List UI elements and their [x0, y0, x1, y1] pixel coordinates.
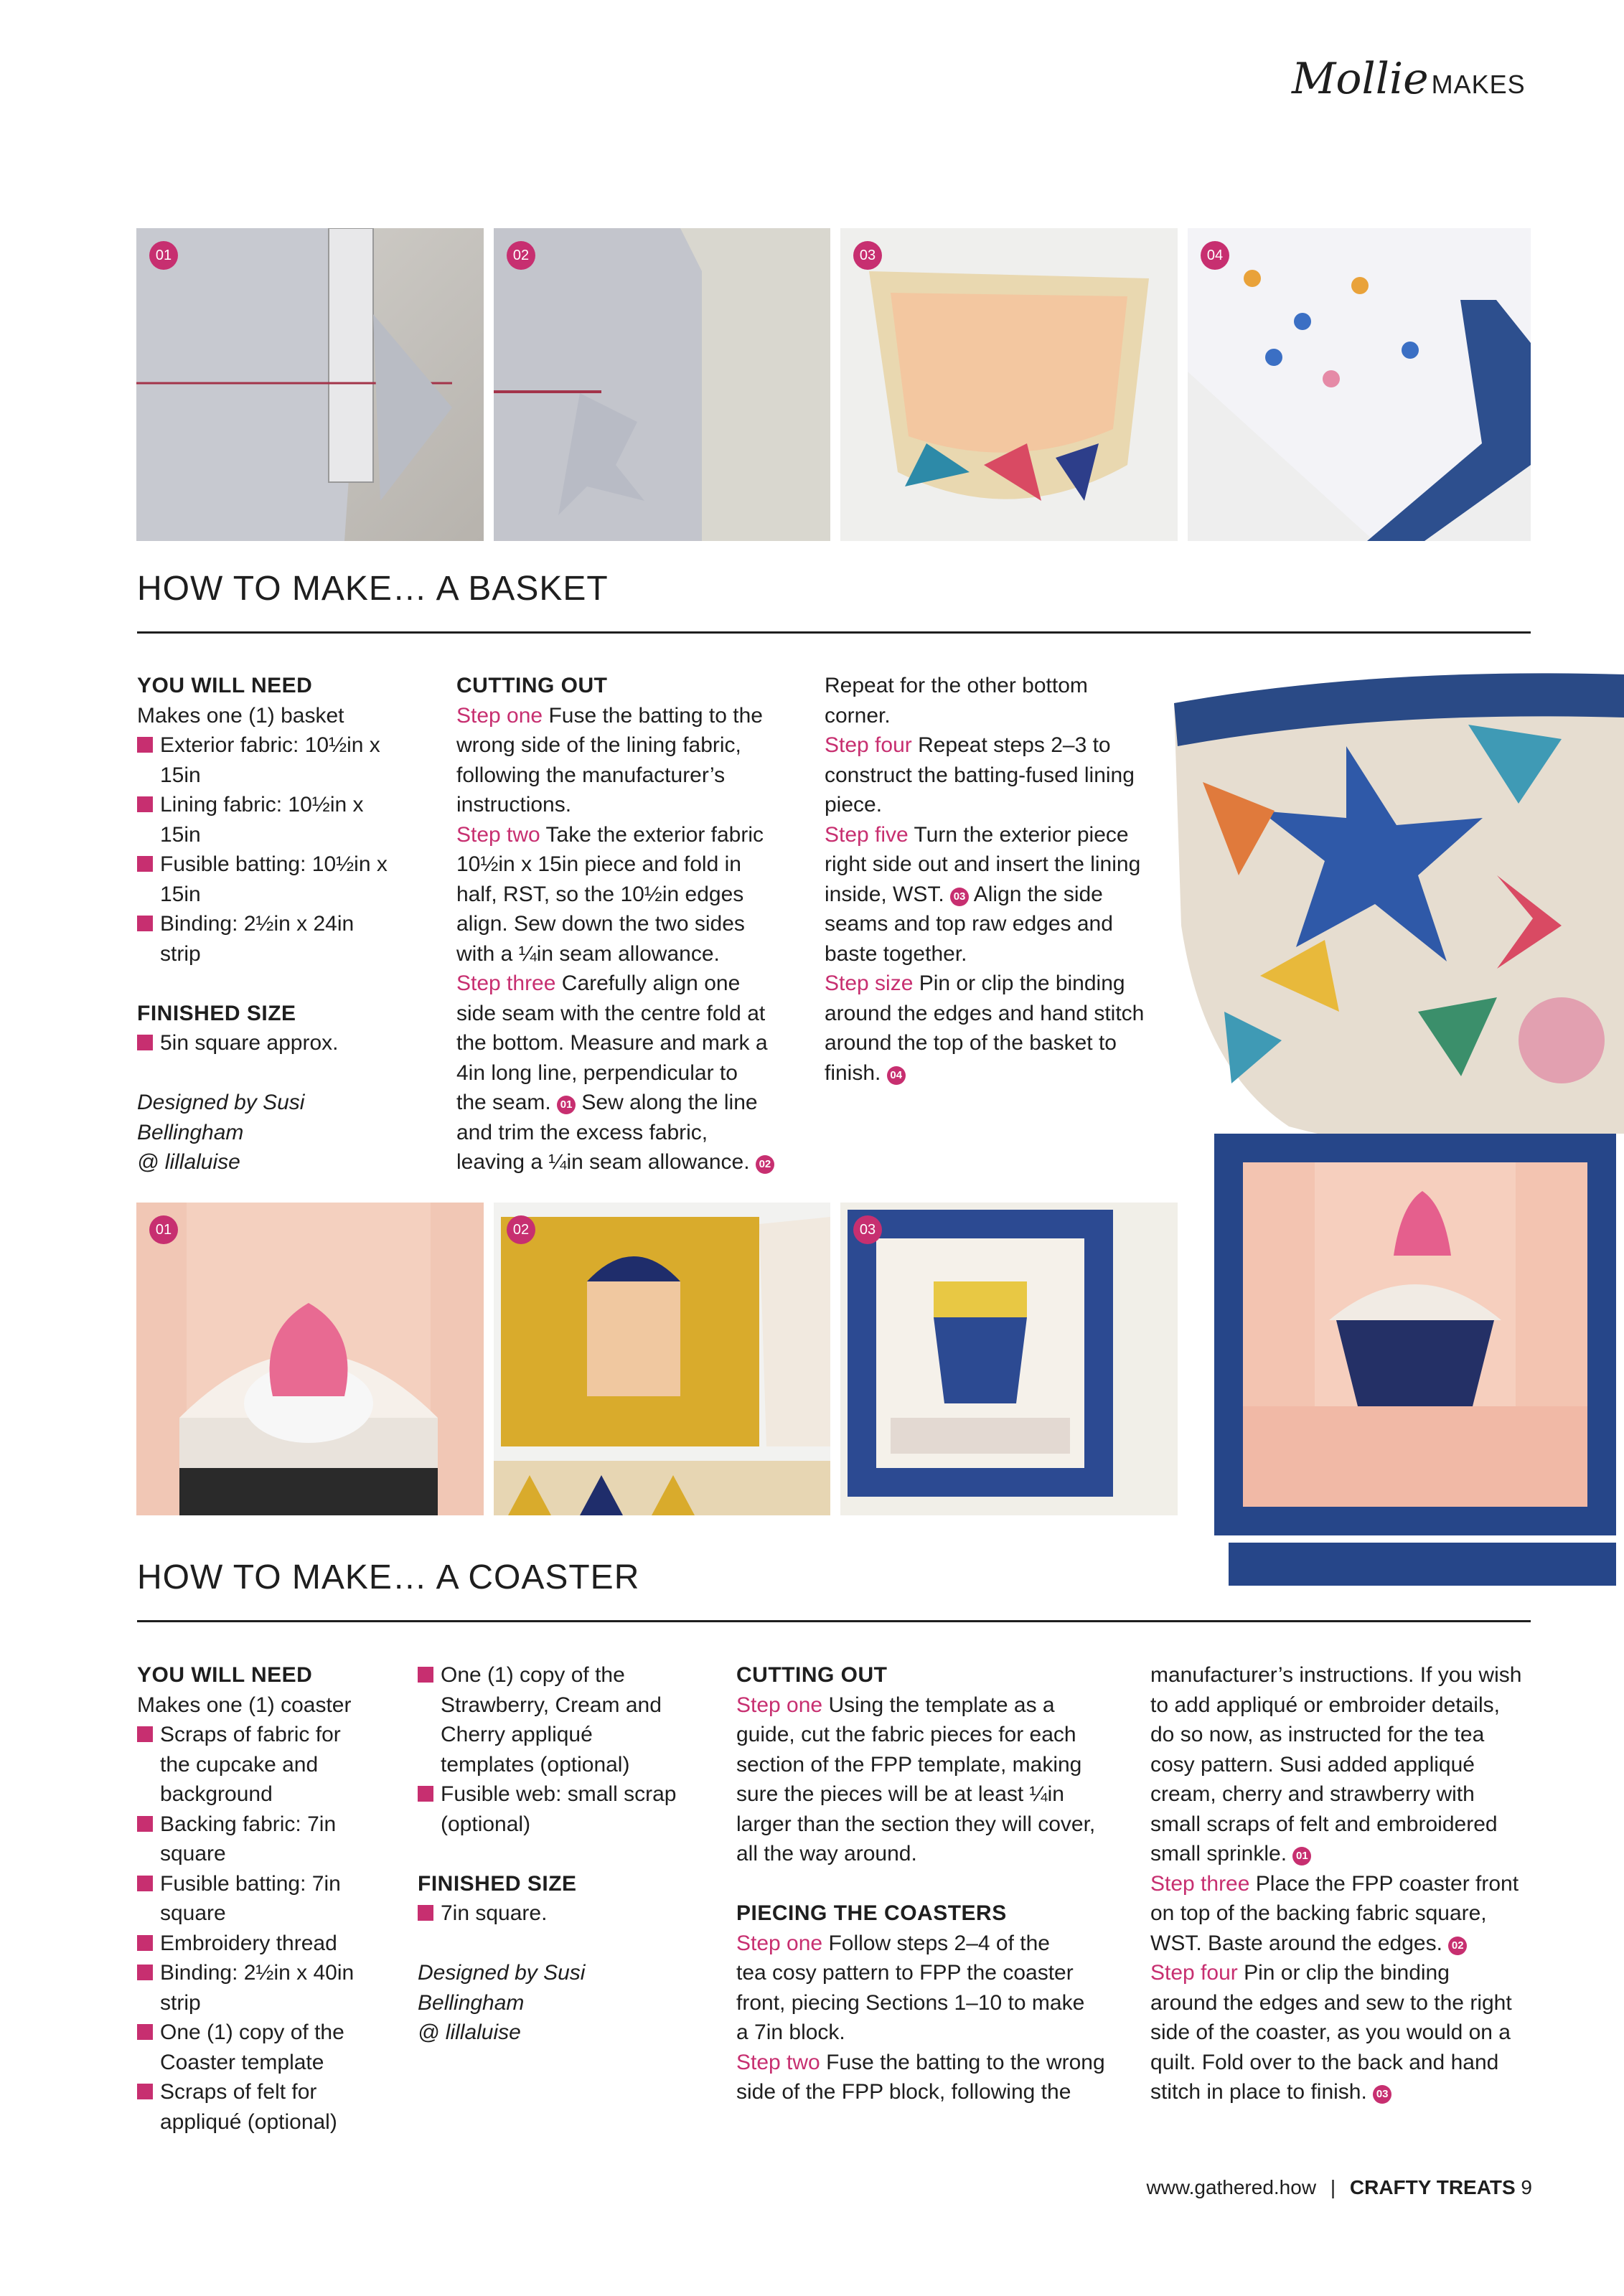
bullet-square — [137, 796, 153, 812]
photo-ref-badge: 04 — [887, 1066, 906, 1085]
material-item: Lining fabric: 10½in x — [137, 790, 438, 820]
text-line — [456, 1147, 815, 1177]
text-line — [736, 2077, 1138, 2107]
basket-photo-2-art — [494, 228, 830, 541]
step-text: instructions. — [456, 793, 572, 817]
coaster-steps-cont — [1150, 1660, 1552, 2107]
coaster-cutting-steps — [736, 1690, 1138, 1869]
material-item: One (1) copy of the — [137, 2018, 410, 2048]
bullet-square — [137, 856, 153, 872]
step-text: Repeat steps 2–3 to — [911, 733, 1111, 757]
step-text: on top of the backing fabric square, — [1150, 1901, 1487, 1925]
photo-ref-badge: 03 — [950, 888, 969, 906]
step-text: with a ¼in seam allowance. — [456, 941, 720, 966]
bullet-square — [137, 1876, 153, 1891]
step-text: half, RST, so the 10½in edges — [456, 882, 744, 906]
material-item: Embroidery thread — [137, 1929, 410, 1959]
step-text: guide, cut the fabric pieces for each — [736, 1723, 1076, 1746]
designer-credit: Bellingham — [418, 1990, 525, 2015]
text-line — [456, 730, 815, 761]
step-text: around the edges and hand stitch — [825, 1001, 1145, 1025]
step-label: Step one — [736, 1931, 823, 1955]
step-text: Place the FPP coaster front — [1249, 1871, 1519, 1896]
text-line — [456, 820, 815, 850]
basket-section-title: HOW TO MAKE… A BASKET — [137, 570, 609, 608]
text-line — [1150, 1839, 1552, 1869]
basket-photo-1-art — [136, 228, 484, 541]
text-line — [456, 761, 815, 791]
footer-section: CRAFTY TREATS — [1349, 2176, 1516, 2198]
basket-photo-3-art — [840, 228, 1178, 541]
step-text: tea cosy pattern to FPP the coaster — [736, 1961, 1074, 1985]
photo-ref-badge: 03 — [1373, 2085, 1391, 2104]
finished-size-item: 5in square approx. — [137, 1028, 438, 1058]
finished-size-item: 7in square. — [418, 1899, 705, 1929]
text-line — [825, 761, 1183, 791]
footer-page-number: 9 — [1521, 2176, 1532, 2198]
photo-step-badge: 01 — [149, 1215, 178, 1244]
bullet-square — [137, 1035, 153, 1050]
material-item-cont: the cupcake and — [160, 1752, 319, 1777]
step-text: and trim the excess fabric, — [456, 1120, 708, 1144]
step-label: Step three — [1150, 1871, 1250, 1896]
text-line — [1150, 1929, 1552, 1959]
step-text: do so now, as instructed for the tea — [1150, 1723, 1485, 1746]
cutting-out-heading: CUTTING OUT — [456, 674, 608, 697]
step-text: 4in long line, perpendicular to — [456, 1060, 738, 1085]
step-text: side seam with the centre fold at — [456, 1001, 766, 1025]
text-line — [456, 1088, 815, 1118]
step-text: stitch in place to finish. — [1150, 2080, 1374, 2104]
step-text: baste together. — [825, 941, 967, 966]
text-line — [456, 909, 815, 939]
step-text: piece. — [825, 793, 883, 817]
basket-photo-4 — [1188, 228, 1531, 541]
material-item-cont: 15in — [160, 882, 201, 906]
coaster-photo-1-art — [136, 1203, 484, 1515]
step-text: Sew along the line — [576, 1091, 758, 1114]
basket-cutting-column — [456, 671, 815, 1177]
designer-handle: @ lillaluise — [418, 2020, 521, 2044]
text-line — [825, 999, 1183, 1029]
text-line — [1150, 1779, 1552, 1810]
text-line — [456, 880, 815, 910]
text-line — [456, 850, 815, 880]
basket-steps-cont — [825, 671, 1183, 1088]
step-text: Take the exterior fabric — [540, 822, 764, 847]
step-label: Step two — [456, 822, 540, 847]
basket-photo-2 — [494, 228, 830, 541]
masthead-logo — [1292, 54, 1526, 111]
step-text: front, piecing Sections 1–10 to make — [736, 1990, 1085, 2015]
step-text: cosy pattern. Susi added appliqué — [1150, 1752, 1475, 1777]
step-text: side of the coaster, as you would on a — [1150, 2020, 1511, 2044]
text-line — [1150, 1660, 1552, 1690]
text-line — [825, 880, 1183, 910]
basket-title-rule — [137, 631, 1531, 634]
coaster-material-list — [137, 1720, 410, 2137]
text-line — [736, 1929, 1138, 1959]
text-line — [736, 2018, 1138, 2048]
coaster-feature-photo — [1186, 1134, 1624, 1593]
text-line — [736, 1839, 1138, 1869]
material-item-cont: strip — [160, 1990, 201, 2015]
material-item-cont: 15in — [160, 763, 201, 787]
step-text: the seam. — [456, 1091, 558, 1114]
text-line — [825, 730, 1183, 761]
page-footer — [1146, 2176, 1532, 2199]
makes-line: Makes one (1) basket — [137, 703, 344, 728]
coaster-photo-3-art — [840, 1203, 1178, 1515]
finished-size-heading: FINISHED SIZE — [418, 1871, 577, 1896]
coaster-cutting-column — [736, 1660, 1138, 2107]
photo-step-badge: 01 — [149, 241, 178, 270]
bullet-square — [137, 916, 153, 931]
text-line — [825, 1058, 1183, 1088]
text-line — [1150, 1720, 1552, 1750]
step-label: Step five — [825, 822, 909, 847]
coaster-photo-2 — [494, 1203, 830, 1515]
coaster-piecing-steps — [736, 1929, 1138, 2107]
material-item-cont: Strawberry, Cream and — [441, 1693, 662, 1717]
material-item-cont: Cherry appliqué — [441, 1723, 593, 1746]
step-label: Step four — [825, 733, 912, 757]
material-item: Binding: 2½in x 24in — [137, 909, 438, 939]
material-item-cont: background — [160, 1782, 273, 1806]
photo-ref-badge: 01 — [1292, 1847, 1311, 1866]
step-text: finish. — [825, 1060, 887, 1085]
footer-divider: | — [1330, 2176, 1336, 2198]
material-item-cont: strip — [160, 941, 201, 966]
cutting-out-heading: CUTTING OUT — [736, 1663, 888, 1687]
text-line — [456, 1028, 815, 1058]
text-line — [456, 939, 815, 969]
step-text: side of the FPP block, following the — [736, 2080, 1071, 2104]
step-text: Align the side — [969, 882, 1103, 906]
basket-photo-3 — [840, 228, 1178, 541]
photo-step-badge: 02 — [507, 1215, 535, 1244]
bullet-square — [137, 1816, 153, 1832]
text-line — [1150, 1899, 1552, 1929]
coaster-feature-art — [1186, 1134, 1624, 1593]
step-text: Using the template as a — [822, 1693, 1055, 1717]
step-text: larger than the section they will cover, — [736, 1812, 1096, 1836]
basket-feature-art — [1160, 639, 1624, 1170]
bullet-square — [418, 1786, 433, 1802]
coaster-photo-2-art — [494, 1203, 830, 1515]
step-text: Fuse the batting to the wrong — [820, 2050, 1105, 2074]
text-line — [736, 1750, 1138, 1780]
you-will-need-heading: YOU WILL NEED — [137, 1663, 313, 1687]
step-text: following the manufacturer’s — [456, 763, 726, 787]
bullet-square — [137, 1965, 153, 1980]
material-item-cont: Coaster template — [160, 2050, 324, 2074]
step-text: Follow steps 2–4 of the — [822, 1931, 1050, 1955]
text-line — [1150, 1690, 1552, 1721]
basket-photo-1 — [136, 228, 484, 541]
step-text: leaving a ¼in seam allowance. — [456, 1150, 756, 1174]
step-text: sure the pieces will be at least ¼in — [736, 1782, 1064, 1806]
step-text: 10½in x 15in piece and fold in — [456, 852, 741, 876]
material-item-cont: square — [160, 1842, 226, 1866]
step-label: Step four — [1150, 1961, 1238, 1985]
material-item: Fusible web: small scrap — [418, 1779, 705, 1810]
basket-feature-photo — [1160, 639, 1624, 1170]
text-line — [1150, 1810, 1552, 1840]
step-text: manufacturer’s instructions. If you wish — [1150, 1663, 1522, 1687]
basket-steps — [456, 701, 815, 1177]
material-item: Backing fabric: 7in — [137, 1810, 410, 1840]
photo-step-badge: 04 — [1201, 241, 1229, 270]
coaster-photo-1 — [136, 1203, 484, 1515]
step-text: cream, cherry and strawberry with — [1150, 1782, 1475, 1806]
step-text: quilt. Fold over to the back and hand — [1150, 2050, 1499, 2074]
text-line — [736, 1720, 1138, 1750]
coaster-section-title: HOW TO MAKE… A COASTER — [137, 1558, 640, 1596]
basket-photo-4-art — [1188, 228, 1531, 541]
step-text: align. Sew down the two sides — [456, 912, 745, 936]
text-line — [1150, 2077, 1552, 2107]
logo-caps: MAKES — [1431, 70, 1526, 99]
text-line — [1150, 2048, 1552, 2078]
bullet-square — [137, 1726, 153, 1742]
photo-step-badge: 03 — [853, 1215, 882, 1244]
material-item: Binding: 2½in x 40in — [137, 1958, 410, 1988]
step-label: Step size — [825, 971, 914, 995]
text-line — [456, 999, 815, 1029]
step-text: construct the batting-fused lining — [825, 763, 1135, 787]
step-label: Step one — [736, 1693, 823, 1717]
step-text: the bottom. Measure and mark a — [456, 1031, 768, 1055]
coaster-photo-3 — [840, 1203, 1178, 1515]
text-line — [736, 2048, 1138, 2078]
material-item: Scraps of fabric for — [137, 1720, 410, 1750]
coaster-materials-column-2 — [418, 1660, 705, 2048]
bullet-square — [137, 2024, 153, 2040]
designer-credit: Designed by Susi — [137, 1091, 305, 1114]
makes-line: Makes one (1) coaster — [137, 1693, 352, 1717]
piecing-heading: PIECING THE COASTERS — [736, 1901, 1007, 1925]
logo-script: Mollie — [1292, 54, 1429, 104]
step-text: seams and top raw edges and — [825, 912, 1113, 936]
text-line — [736, 1810, 1138, 1840]
material-item: Exterior fabric: 10½in x — [137, 730, 438, 761]
step-text: right side out and insert the lining — [825, 852, 1141, 876]
photo-ref-badge: 02 — [756, 1155, 774, 1174]
step-text: Pin or clip the binding — [913, 971, 1125, 995]
coaster-steps-column — [1150, 1660, 1552, 2107]
text-line — [825, 790, 1183, 820]
step-text: around the edges and sew to the right — [1150, 1990, 1512, 2015]
coaster-materials-column — [137, 1660, 410, 2137]
bullet-square — [418, 1905, 433, 1921]
photo-step-badge: 03 — [853, 241, 882, 270]
step-text: wrong side of the lining fabric, — [456, 733, 741, 757]
text-line — [825, 939, 1183, 969]
photo-step-badge: 02 — [507, 241, 535, 270]
text-line — [825, 1028, 1183, 1058]
text-line — [825, 671, 1183, 701]
step-text: Turn the exterior piece — [908, 822, 1129, 847]
step-text: Pin or clip the binding — [1237, 1961, 1450, 1985]
material-item-cont: 15in — [160, 822, 201, 847]
photo-ref-badge: 01 — [557, 1096, 576, 1114]
text-line — [456, 790, 815, 820]
text-line — [1150, 2018, 1552, 2048]
bullet-square — [137, 737, 153, 753]
step-label: Step three — [456, 971, 556, 995]
step-text: around the top of the basket to — [825, 1031, 1117, 1055]
step-text: small sprinkle. — [1150, 1842, 1293, 1866]
text-line — [456, 969, 815, 999]
designer-credit: Bellingham — [137, 1120, 244, 1144]
material-item: One (1) copy of the — [418, 1660, 705, 1690]
text-line — [456, 1118, 815, 1148]
step-text: all the way around. — [736, 1842, 917, 1866]
material-item-cont: appliqué (optional) — [160, 2109, 337, 2134]
step-text: Carefully align one — [555, 971, 741, 995]
designer-handle: @ lillaluise — [137, 1150, 240, 1174]
step-text: corner. — [825, 703, 891, 728]
bullet-square — [137, 2084, 153, 2099]
text-line — [825, 820, 1183, 850]
step-label: Step two — [736, 2050, 820, 2074]
material-item: Scraps of felt for — [137, 2077, 410, 2107]
text-line — [825, 909, 1183, 939]
text-line — [736, 1988, 1138, 2018]
step-text: section of the FPP template, making — [736, 1752, 1082, 1777]
material-item: Fusible batting: 7in — [137, 1869, 410, 1899]
text-line — [1150, 1869, 1552, 1899]
text-line — [825, 969, 1183, 999]
material-item-cont: square — [160, 1901, 226, 1925]
step-text: inside, WST. — [825, 882, 951, 906]
designer-credit: Designed by Susi — [418, 1961, 586, 1985]
material-item: Fusible batting: 10½in x — [137, 850, 438, 880]
material-item-cont: templates (optional) — [441, 1752, 630, 1777]
text-line — [1150, 1750, 1552, 1780]
material-item-cont: (optional) — [441, 1812, 531, 1836]
step-text: Fuse the batting to the — [543, 703, 763, 728]
text-line — [1150, 1988, 1552, 2018]
text-line — [456, 1058, 815, 1088]
step-text: a 7in block. — [736, 2020, 845, 2044]
text-line — [736, 1779, 1138, 1810]
you-will-need-heading: YOU WILL NEED — [137, 674, 313, 697]
coaster-material-list-2 — [418, 1660, 705, 1839]
text-line — [736, 1690, 1138, 1721]
text-line — [1150, 1958, 1552, 1988]
step-text: to add appliqué or embroider details, — [1150, 1693, 1500, 1717]
finished-size-heading: FINISHED SIZE — [137, 1001, 296, 1025]
text-line — [736, 1958, 1138, 1988]
coaster-title-rule — [137, 1620, 1531, 1622]
bullet-square — [137, 1935, 153, 1951]
text-line — [825, 701, 1183, 731]
bullet-square — [418, 1667, 433, 1683]
photo-ref-badge: 02 — [1448, 1937, 1467, 1955]
footer-url: www.gathered.how — [1146, 2176, 1317, 2198]
basket-materials-column — [137, 671, 438, 1177]
step-text: Repeat for the other bottom — [825, 674, 1088, 697]
step-text: small scraps of felt and embroidered — [1150, 1812, 1498, 1836]
text-line — [825, 850, 1183, 880]
basket-steps-column — [825, 671, 1183, 1088]
step-text: WST. Baste around the edges. — [1150, 1931, 1449, 1955]
text-line — [456, 701, 815, 731]
step-label: Step one — [456, 703, 543, 728]
